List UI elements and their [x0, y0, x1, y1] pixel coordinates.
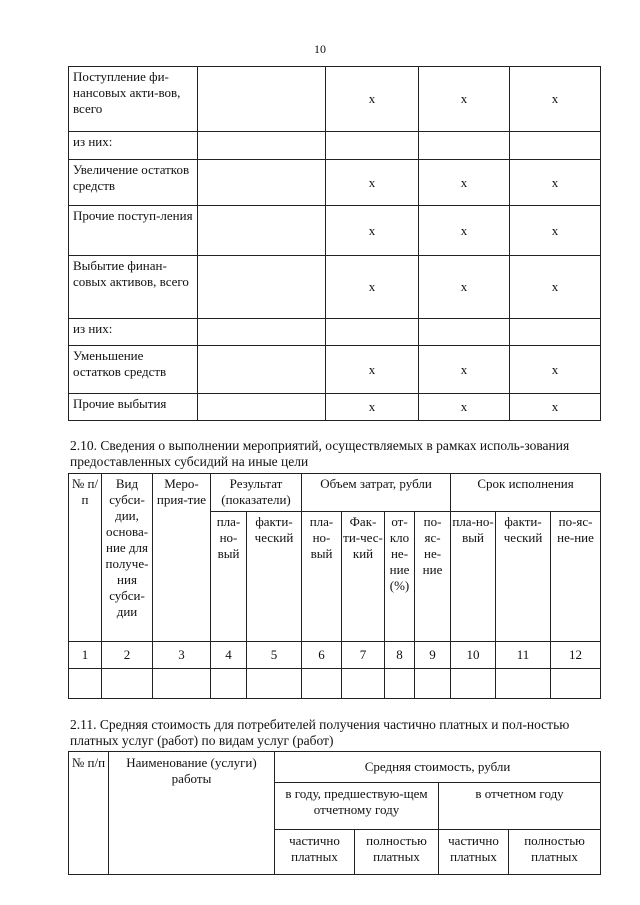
column-number: 8	[385, 642, 415, 669]
row-label: Прочие поступ-ления	[69, 206, 198, 256]
col-volume-header: Объем затрат, рубли	[302, 474, 451, 512]
x-mark: x	[419, 206, 510, 256]
x-mark: x	[510, 346, 601, 394]
average-cost-table	[68, 751, 601, 875]
x-mark: x	[510, 160, 601, 206]
x-mark: x	[510, 256, 601, 319]
column-number: 4	[211, 642, 247, 669]
x-mark: x	[326, 256, 419, 319]
row-label: Уменьшение остатков средств	[69, 346, 198, 394]
res-fact-header: факти-ческий	[247, 512, 302, 642]
page-number: 10	[314, 42, 326, 56]
x-mark: x	[326, 346, 419, 394]
column-number: 2	[102, 642, 153, 669]
column-number: 11	[496, 642, 551, 669]
x-mark: x	[419, 394, 510, 421]
financial-assets-table	[68, 66, 601, 421]
column-number: 7	[342, 642, 385, 669]
table-cell	[510, 132, 601, 160]
table-cell	[510, 319, 601, 346]
column-number: 9	[415, 642, 451, 669]
table-row	[69, 132, 601, 160]
column-number: 1	[69, 642, 102, 669]
x-mark: x	[419, 256, 510, 319]
x-mark: x	[326, 160, 419, 206]
table-cell	[326, 132, 419, 160]
col-measure-header: Меро-прия-тие	[153, 474, 211, 642]
partial-paid-header: частично платных	[275, 830, 355, 875]
table-cell	[198, 346, 326, 394]
x-mark: x	[510, 67, 601, 132]
x-mark: x	[326, 394, 419, 421]
vol-fact-header: Фак-ти-чес-кий	[342, 512, 385, 642]
vol-plan-header: пла-но-вый	[302, 512, 342, 642]
row-label: Поступление фи-нансовых акти-вов, всего	[69, 67, 198, 132]
col-result-header: Результат (показатели)	[211, 474, 302, 512]
column-number: 12	[551, 642, 601, 669]
term-explanation-header: по-яс-не-ние	[551, 512, 601, 642]
header-row	[69, 474, 601, 512]
table-cell	[198, 206, 326, 256]
x-mark: x	[419, 67, 510, 132]
table-cell	[326, 319, 419, 346]
table-cell	[198, 394, 326, 421]
table-cell	[419, 132, 510, 160]
report-year-header: в отчетном году	[439, 783, 601, 830]
table-row	[69, 206, 601, 256]
x-mark: x	[419, 160, 510, 206]
column-number: 5	[247, 642, 302, 669]
table-row	[69, 67, 601, 132]
table-row	[69, 346, 601, 394]
x-mark: x	[510, 206, 601, 256]
x-mark: x	[326, 206, 419, 256]
col-term-header: Срок исполнения	[451, 474, 601, 512]
full-paid-header: полностью платных	[509, 830, 601, 875]
col-avg-cost-header: Средняя стоимость, рубли	[275, 752, 601, 783]
column-number: 10	[451, 642, 496, 669]
table-cell	[198, 160, 326, 206]
table-cell	[419, 319, 510, 346]
table-row	[69, 256, 601, 319]
table-row	[69, 394, 601, 421]
term-plan-header: пла-но-вый	[451, 512, 496, 642]
column-number: 6	[302, 642, 342, 669]
column-number-row	[69, 642, 601, 669]
x-mark: x	[510, 394, 601, 421]
empty-data-row	[69, 669, 601, 699]
partial-paid-header: частично платных	[439, 830, 509, 875]
col-subsidy-type-header: Вид субси-дии, основа-ние для получе-ния субси-дии	[102, 474, 153, 642]
term-fact-header: факти-ческий	[496, 512, 551, 642]
section-2-11-title: 2.11. Средняя стоимость для потребителей получения частично платных и пол-ностью платных услуг (работ) по видам услуг (работ)	[70, 717, 570, 748]
table-row	[69, 160, 601, 206]
subsidy-measures-table	[68, 473, 601, 699]
row-label: Прочие выбытия	[69, 394, 198, 421]
col-num-header: № п/п	[69, 752, 109, 875]
prev-year-header: в году, предшествую-щем отчетному году	[275, 783, 439, 830]
res-plan-header: пла-но-вый	[211, 512, 247, 642]
column-number: 3	[153, 642, 211, 669]
full-paid-header: полностью платных	[355, 830, 439, 875]
col-num-header: № п/п	[69, 474, 102, 642]
vol-deviation-header: от-кло не-ние (%)	[385, 512, 415, 642]
table-cell	[198, 67, 326, 132]
row-label: из них:	[69, 132, 198, 160]
x-mark: x	[326, 67, 419, 132]
row-label: из них:	[69, 319, 198, 346]
table-cell	[198, 319, 326, 346]
row-label: Выбытие финан-совых активов, всего	[69, 256, 198, 319]
row-label: Увеличение остатков средств	[69, 160, 198, 206]
table-cell	[198, 132, 326, 160]
col-name-header: Наименование (услуги) работы	[109, 752, 275, 875]
table-row	[69, 319, 601, 346]
x-mark: x	[419, 346, 510, 394]
vol-explanation-header: по-яс-не-ние	[415, 512, 451, 642]
header-row	[69, 752, 601, 783]
table-cell	[198, 256, 326, 319]
section-2-10-title: 2.10. Сведения о выполнении мероприятий, осуществляемых в рамках исполь-зования предоставленных субсидий на иные цели	[70, 438, 570, 469]
